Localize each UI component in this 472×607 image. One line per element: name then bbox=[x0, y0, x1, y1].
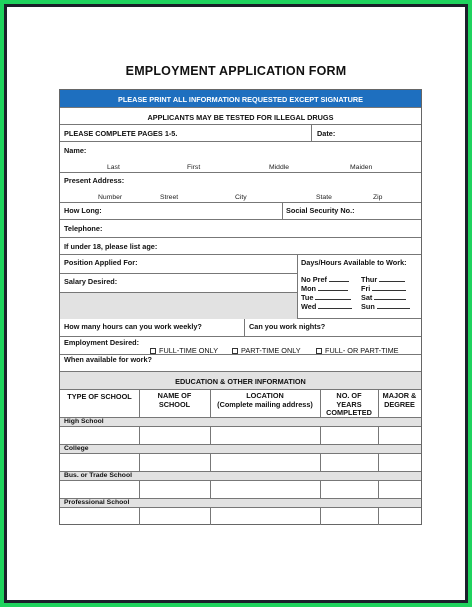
trade-school-row[interactable] bbox=[60, 481, 421, 499]
professional-school-label: Professional School bbox=[64, 499, 130, 506]
address-street-label: Street bbox=[160, 194, 179, 201]
name-last-label: Last bbox=[107, 164, 120, 171]
name-label: Name: bbox=[64, 146, 87, 155]
col-name-of-school: NAME OF SCHOOL bbox=[157, 391, 192, 409]
day-mon[interactable]: Mon bbox=[301, 284, 348, 293]
col-years: NO. OF YEARS COMPLETED bbox=[326, 391, 372, 417]
col-type-of-school: TYPE OF SCHOOL bbox=[67, 392, 132, 401]
address-city-label: City bbox=[235, 194, 247, 201]
college-label: College bbox=[64, 445, 89, 452]
day-nopref[interactable]: No Pref bbox=[301, 275, 349, 284]
name-maiden-label: Maiden bbox=[350, 164, 373, 171]
address-state-label: State bbox=[316, 194, 332, 201]
day-sun[interactable]: Sun bbox=[361, 302, 410, 311]
checkbox-icon bbox=[316, 348, 322, 354]
day-sat[interactable]: Sat bbox=[361, 293, 406, 302]
pages-date-row bbox=[60, 125, 421, 142]
ssn-field[interactable]: Social Security No.: bbox=[286, 206, 355, 215]
address-zip-label: Zip bbox=[373, 194, 383, 201]
shaded-area bbox=[60, 292, 297, 319]
high-school-row[interactable] bbox=[60, 427, 421, 445]
education-header bbox=[60, 372, 421, 390]
school-label-row bbox=[60, 418, 421, 427]
form-title: EMPLOYMENT APPLICATION FORM bbox=[125, 64, 347, 78]
day-tue[interactable]: Tue bbox=[301, 293, 351, 302]
checkbox-icon bbox=[150, 348, 156, 354]
position-field[interactable]: Position Applied For: bbox=[64, 258, 138, 267]
name-first-label: First bbox=[187, 164, 201, 171]
drug-test-notice: APPLICANTS MAY BE TESTED FOR ILLEGAL DRUGS bbox=[147, 113, 334, 122]
age-label: If under 18, please list age: bbox=[64, 242, 158, 251]
application-form bbox=[59, 89, 422, 525]
employment-desired-row bbox=[60, 337, 421, 355]
age-field[interactable] bbox=[60, 238, 421, 255]
banner-text: PLEASE PRINT ALL INFORMATION REQUESTED EXCEPT SIGNATURE bbox=[117, 95, 363, 104]
pages-note: PLEASE COMPLETE PAGES 1-5. bbox=[64, 129, 178, 138]
trade-school-label: Bus. or Trade School bbox=[64, 472, 132, 479]
position-block bbox=[60, 255, 421, 319]
name-field[interactable] bbox=[60, 142, 421, 173]
day-wed[interactable]: Wed bbox=[301, 302, 352, 311]
instruction-banner bbox=[60, 90, 421, 108]
school-label-row bbox=[60, 472, 421, 481]
howlong-ssn-row bbox=[60, 203, 421, 220]
drug-test-row bbox=[60, 108, 421, 125]
education-column-header bbox=[60, 390, 421, 418]
day-thur[interactable]: Thur bbox=[361, 275, 405, 284]
col-location: LOCATION (Complete mailing address) bbox=[217, 391, 313, 409]
telephone-field[interactable] bbox=[60, 220, 421, 238]
address-number-label: Number bbox=[98, 194, 123, 201]
education-title: EDUCATION & OTHER INFORMATION bbox=[175, 377, 306, 386]
address-label: Present Address: bbox=[64, 176, 125, 185]
day-fri[interactable]: Fri bbox=[361, 284, 406, 293]
address-field[interactable] bbox=[60, 173, 421, 203]
school-label-row bbox=[60, 445, 421, 454]
date-field[interactable]: Date: bbox=[317, 129, 336, 138]
high-school-label: High School bbox=[64, 418, 104, 425]
name-middle-label: Middle bbox=[269, 164, 290, 171]
salary-field[interactable]: Salary Desired: bbox=[64, 277, 118, 286]
days-hours-label: Days/Hours Available to Work: bbox=[301, 258, 407, 267]
col-major-degree: MAJOR & DEGREE bbox=[382, 391, 417, 409]
how-long-field[interactable]: How Long: bbox=[64, 206, 102, 215]
full-or-part-option[interactable]: FULL- OR PART-TIME bbox=[316, 346, 399, 355]
parttime-option[interactable]: PART-TIME ONLY bbox=[232, 346, 301, 355]
availability-field[interactable] bbox=[60, 355, 421, 372]
availability-label: When available for work? bbox=[64, 355, 152, 364]
employment-desired-label: Employment Desired: bbox=[64, 338, 140, 347]
telephone-label: Telephone: bbox=[64, 224, 103, 233]
hours-weekly-field[interactable]: How many hours can you work weekly? bbox=[64, 322, 202, 331]
checkbox-icon bbox=[232, 348, 238, 354]
college-row[interactable] bbox=[60, 454, 421, 472]
fulltime-option[interactable]: FULL-TIME ONLY bbox=[150, 346, 218, 355]
nights-field[interactable]: Can you work nights? bbox=[249, 322, 326, 331]
hours-nights-row bbox=[60, 319, 421, 337]
school-label-row bbox=[60, 499, 421, 508]
professional-school-row[interactable] bbox=[60, 508, 421, 525]
